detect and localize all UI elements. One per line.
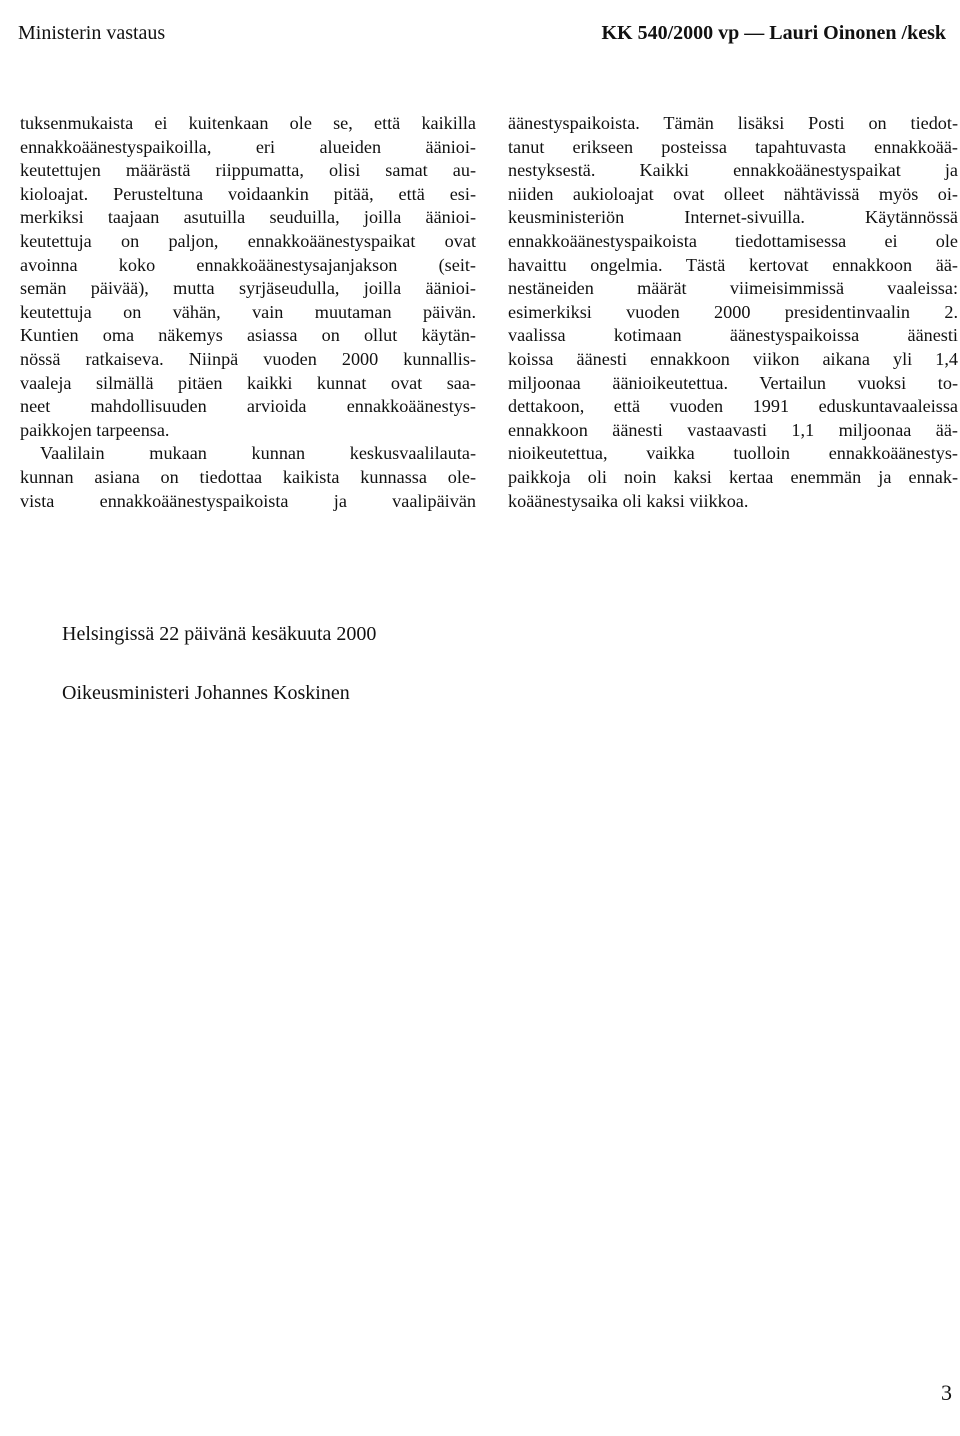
text-line: Kuntien oma näkemys asiassa on ollut käytän-: [20, 325, 476, 346]
left-text-column: [20, 112, 476, 513]
text-line: ennakkoäänestyspaikoista tiedottamisessa ei ole: [508, 230, 958, 251]
text-line: paikkoja oli noin kaksi kertaa enemmän ja ennak-: [508, 466, 958, 487]
text-line: keutettujen määrästä riippumatta, olisi samat au-: [20, 160, 476, 181]
text-line: ennakkoon äänesti vastaavasti 1,1 miljoonaa ää-: [508, 419, 958, 440]
signature-place-date: Helsingissä 22 päivänä kesäkuuta 2000: [62, 623, 377, 645]
text-line: keutettuja on vähän, vain muutaman päivän.: [20, 301, 476, 322]
text-line: tuksenmukaista ei kuitenkaan ole se, että kaikilla: [20, 113, 476, 133]
text-line: nioikeutettua, vaikka tuolloin ennakkoäänestys-: [508, 443, 958, 464]
text-line: tanut erikseen posteissa tapahtuvasta ennakkoää-: [508, 136, 958, 157]
text-line: vaalissa kotimaan äänestyspaikoissa äänesti: [508, 325, 958, 346]
text-line: paikkojen tarpeensa.: [20, 419, 170, 440]
text-line: nestyksestä. Kaikki ennakkoäänestyspaikat ja: [508, 160, 958, 181]
text-line: nestäneiden määrät viimeisimmissä vaaleissa:: [508, 278, 958, 299]
text-line: havaittu ongelmia. Tästä kertovat ennakkoon ää-: [508, 254, 958, 275]
text-line: kioloajat. Perusteltuna voidaankin pitää, että esi-: [20, 183, 476, 204]
text-line: vista ennakkoäänestyspaikoista ja vaalipäivän: [20, 490, 476, 511]
text-line: Vaalilain mukaan kunnan keskusvaalilauta-: [40, 443, 476, 464]
text-line: äänestyspaikoista. Tämän lisäksi Posti on tiedot-: [508, 113, 958, 133]
text-line: semän päivää), mutta syrjäseudulla, joilla äänioi-: [20, 278, 476, 299]
text-line: keusministeriön Internet-sivuilla. Käytännössä: [508, 207, 958, 228]
text-line: kunnan asiana on tiedottaa kaikista kunnassa ole-: [20, 466, 476, 487]
right-text-column: [508, 112, 958, 513]
page-number: 3: [941, 1380, 952, 1405]
text-line: merkiksi taajaan asutuilla seuduilla, joilla äänioi-: [20, 207, 476, 228]
header-document-reference: KK 540/2000 vp — Lauri Oinonen /kesk: [601, 22, 946, 44]
text-line: ennakkoäänestyspaikoilla, eri alueiden äänioi-: [20, 136, 476, 157]
header-document-type: Ministerin vastaus: [18, 22, 166, 44]
text-line: nössä ratkaiseva. Niinpä vuoden 2000 kunnallis-: [20, 348, 476, 369]
text-line: vaaleja silmällä pitäen kaikki kunnat ovat saa-: [20, 372, 476, 393]
text-line: miljoonaa äänioikeutettua. Vertailun vuoksi to-: [508, 372, 958, 393]
text-line: niiden aukioloajat ovat olleet nähtävissä myös oi-: [508, 183, 958, 204]
text-line: avoinna koko ennakkoäänestysajanjakson (seit-: [20, 254, 476, 275]
text-line: keutettuja on paljon, ennakkoäänestyspaikat ovat: [20, 230, 476, 251]
text-line: koäänestysaika oli kaksi viikkoa.: [508, 490, 749, 511]
text-line: neet mahdollisuuden arvioida ennakkoäänestys-: [20, 396, 476, 417]
text-line: dettakoon, että vuoden 1991 eduskuntavaaleissa: [508, 396, 958, 417]
text-line: esimerkiksi vuoden 2000 presidentinvaalin 2.: [508, 301, 958, 322]
signature-minister: Oikeusministeri Johannes Koskinen: [62, 682, 350, 704]
text-line: koissa äänesti ennakkoon viikon aikana yli 1,4: [508, 348, 958, 369]
